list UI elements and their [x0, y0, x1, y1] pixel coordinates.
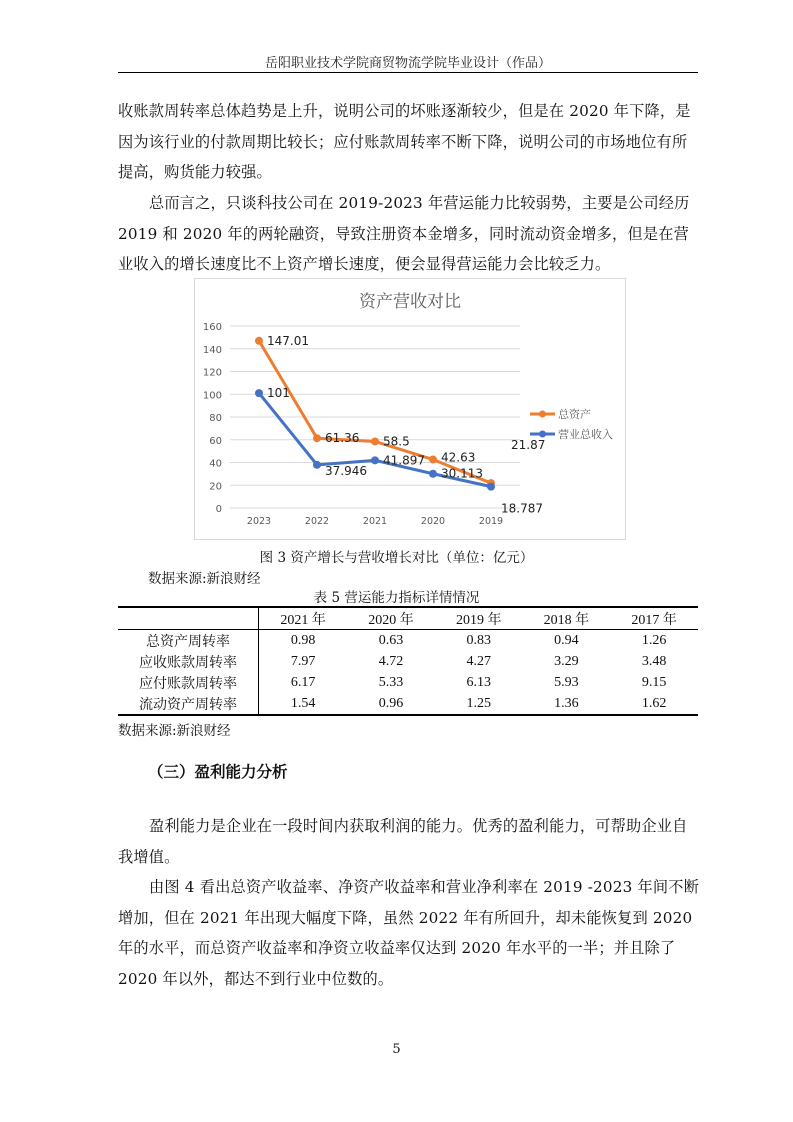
row-label: 应付账款周转率	[118, 672, 259, 693]
table-cell: 4.27	[466, 653, 491, 669]
table-cell: 3.48	[641, 653, 667, 669]
data-label: 42.63	[441, 450, 476, 465]
chart-title: 资产营收对比	[359, 292, 461, 312]
figure-source: 数据来源:新浪财经	[148, 571, 261, 587]
table-source: 数据来源:新浪财经	[118, 723, 231, 739]
table-row	[118, 672, 698, 693]
table-cell: 0.98	[290, 632, 316, 648]
data-label: 21.87	[511, 438, 546, 453]
legend-label: 总资产	[558, 408, 591, 421]
page-header: 岳阳职业技术学院商贸物流学院毕业设计（作品）	[264, 56, 551, 71]
page-number: 5	[392, 1042, 401, 1057]
table-cell: 7.97	[290, 653, 316, 669]
paragraph-summary: 总而言之，只谈科技公司在 2019-2023 年营运能力比较弱势，主要是公司经历 2019 和 2020 年的两轮融资，导致注册资本金增多，同时流动资金增多，但是在营业收入的增长速度比不上资产增长速度，便会显得营运能力会比较乏力。	[118, 194, 690, 273]
paragraph-receivables: 收账款周转率总体趋势是上升，说明公司的坏账逐渐较少，但是在 2020 年下降，是因为该行业的付款周期比较长；应付账款周转率不断下降，说明公司的市场地位有所提高，购货能力较强。	[118, 102, 691, 181]
table-header-cell: 2018 年	[523, 607, 611, 630]
table-header-cell: 2017 年	[610, 607, 698, 630]
paragraph-profitability: 盈利能力是企业在一段时间内获取利润的能力。优秀的盈利能力，可帮助企业自我增值。	[118, 817, 688, 866]
table-header-cell	[118, 607, 259, 630]
table-caption: 表 5 营运能力指标详情情况	[313, 590, 480, 606]
row-label: 应收账款周转率	[118, 651, 259, 672]
table-cell: 9.15	[641, 674, 667, 690]
chart-asset-revenue	[194, 278, 626, 540]
legend-marker	[539, 431, 546, 438]
table-row	[118, 693, 698, 715]
table-cell: 1.25	[466, 695, 491, 711]
legend-marker	[539, 411, 546, 418]
y-tick-label: 100	[202, 390, 222, 402]
section-title: （三）盈利能力分析	[148, 763, 288, 781]
data-label: 61.36	[325, 431, 360, 446]
row-label: 流动资产周转率	[118, 693, 259, 715]
table-cell: 1.26	[641, 632, 667, 648]
table-header-cell: 2021 年	[259, 607, 348, 630]
data-point	[429, 470, 437, 478]
data-point	[487, 483, 495, 491]
figure-caption: 图 3 资产增长与营收增长对比（单位：亿元）	[259, 550, 534, 566]
data-point	[255, 337, 263, 345]
y-tick-label: 20	[209, 481, 222, 493]
y-tick-label: 160	[202, 322, 222, 333]
table-header-cell: 2020 年	[347, 607, 435, 630]
table-row	[118, 651, 698, 672]
table-cell: 5.33	[378, 674, 404, 690]
data-label: 37.946	[325, 463, 367, 478]
legend-label: 营业总收入	[558, 428, 613, 441]
table-cell: 6.17	[290, 674, 316, 690]
table-cell: 0.94	[554, 632, 579, 648]
table-cell: 6.13	[466, 674, 491, 690]
table-cell: 4.72	[378, 653, 404, 669]
x-tick-label: 2023	[246, 516, 272, 527]
table-row	[118, 630, 698, 652]
y-tick-label: 40	[209, 458, 222, 470]
data-point	[371, 437, 379, 445]
table-cell: 3.29	[554, 653, 579, 669]
data-point	[313, 434, 321, 442]
table-header-cell: 2019 年	[435, 607, 523, 630]
row-label: 总资产周转率	[118, 630, 259, 652]
x-tick-label: 2022	[304, 516, 330, 527]
table-cell: 1.62	[641, 695, 667, 711]
table-header-row	[118, 607, 698, 630]
chart-svg	[195, 279, 625, 539]
table-cell: 0.96	[378, 695, 404, 711]
x-tick-label: 2020	[420, 516, 446, 527]
data-label: 41.897	[383, 453, 425, 468]
data-label: 147.01	[267, 333, 309, 348]
data-label: 18.787	[501, 501, 543, 516]
y-tick-label: 120	[202, 367, 222, 379]
y-tick-label: 140	[202, 344, 222, 356]
x-tick-label: 2019	[478, 516, 504, 527]
data-label: 101	[267, 386, 290, 401]
table-cell: 5.93	[554, 674, 579, 690]
data-label: 30.113	[441, 466, 483, 481]
y-tick-label: 80	[209, 413, 222, 424]
table-cell: 0.63	[378, 632, 404, 648]
data-label: 58.5	[383, 434, 410, 449]
data-point	[313, 461, 321, 469]
data-point	[429, 456, 437, 464]
header-rule	[118, 72, 698, 73]
operating-capacity-table	[118, 606, 698, 739]
paragraph-figure4: 由图 4 看出总资产收益率、净资产收益率和营业净利率在 2019 -2023 年间不断增加，但在 2021 年出现大幅度下降，虽然 2022 年有所回升，却未能恢复到 2020 年的水平，而总资产收益率和净资立收益率仅达到 2020 年水平的一半；并且除了 2020 年以外，都达不到行业中位数的。	[118, 878, 700, 988]
y-tick-label: 0	[215, 504, 222, 515]
y-tick-label: 60	[209, 435, 222, 447]
data-point	[371, 456, 379, 464]
table-cell: 0.83	[466, 632, 491, 648]
table-cell: 1.54	[290, 695, 316, 711]
x-tick-label: 2021	[362, 516, 388, 527]
data-point	[255, 389, 263, 397]
table-cell: 1.36	[554, 695, 579, 711]
